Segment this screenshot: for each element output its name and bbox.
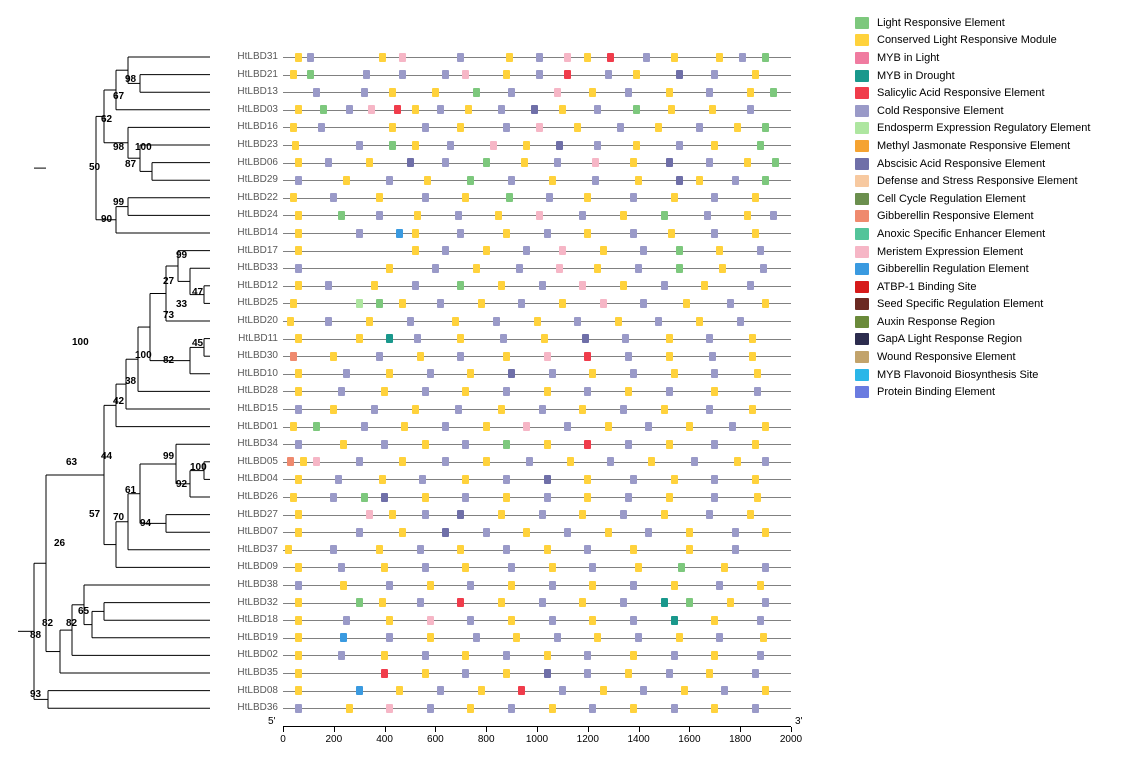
legend-swatch xyxy=(855,298,869,310)
gene-label: HtLBD18 xyxy=(237,614,278,626)
gene-label: HtLBD32 xyxy=(237,596,278,608)
gene-label: HtLBD34 xyxy=(237,438,278,450)
legend xyxy=(855,14,1090,401)
legend-swatch xyxy=(855,193,869,205)
legend-item[interactable] xyxy=(855,331,1090,349)
bootstrap-value: 82 xyxy=(42,618,54,629)
gene-label: HtLBD03 xyxy=(237,103,278,115)
gene-label: HtLBD13 xyxy=(237,86,278,98)
axis-tick xyxy=(435,727,436,732)
legend-label: Gibberellin Responsive Element xyxy=(877,210,1034,223)
axis-tick-label: 0 xyxy=(280,734,286,745)
gene-label: HtLBD27 xyxy=(237,508,278,520)
bootstrap-value: 87 xyxy=(125,159,137,170)
bootstrap-value: 88 xyxy=(30,630,42,641)
legend-swatch xyxy=(855,369,869,381)
legend-swatch xyxy=(855,316,869,328)
gene-label: HtLBD21 xyxy=(237,68,278,80)
gene-label: HtLBD20 xyxy=(237,315,278,326)
five-prime-label: 5' xyxy=(268,716,276,727)
axis-tick xyxy=(588,727,589,732)
gene-label: HtLBD22 xyxy=(237,191,278,203)
gene-label: HtLBD31 xyxy=(237,51,278,62)
gene-label: HtLBD09 xyxy=(237,561,278,573)
bootstrap-value: 98 xyxy=(113,142,125,153)
gene-label: HtLBD11 xyxy=(238,332,278,344)
axis-tick xyxy=(791,727,792,732)
legend-item[interactable] xyxy=(855,190,1090,208)
bootstrap-value: 62 xyxy=(101,114,113,125)
axis-tick-label: 1000 xyxy=(525,734,549,745)
legend-label: ATBP-1 Binding Site xyxy=(877,280,977,293)
legend-label: Auxin Response Region xyxy=(877,315,996,328)
axis-tick xyxy=(283,727,284,732)
gene-label: HtLBD28 xyxy=(237,385,278,397)
legend-swatch xyxy=(855,52,869,64)
bootstrap-value: 100 xyxy=(72,337,89,348)
legend-label: Abscisic Acid Responsive Element xyxy=(877,157,1046,170)
axis-tick xyxy=(486,727,487,732)
legend-swatch xyxy=(855,140,869,152)
legend-swatch xyxy=(855,87,869,99)
legend-item[interactable] xyxy=(855,102,1090,120)
gene-label: HtLBD07 xyxy=(237,526,278,538)
legend-label: MYB Flavonoid Biosynthesis Site xyxy=(877,368,1039,381)
gene-label: HtLBD38 xyxy=(237,579,278,590)
legend-label: Meristem Expression Element xyxy=(877,245,1024,258)
bootstrap-value: 26 xyxy=(54,538,66,549)
legend-item[interactable] xyxy=(855,208,1090,226)
axis-tick-label: 2000 xyxy=(779,734,803,745)
gene-label: HtLBD35 xyxy=(237,667,278,678)
gene-label: HtLBD16 xyxy=(237,121,278,133)
bootstrap-value: 82 xyxy=(66,618,78,629)
bootstrap-value: 99 xyxy=(113,197,125,208)
legend-swatch xyxy=(855,210,869,222)
axis-tick xyxy=(385,727,386,732)
legend-label: Cell Cycle Regulation Element xyxy=(877,192,1026,205)
legend-swatch xyxy=(855,351,869,363)
legend-swatch xyxy=(855,263,869,275)
gene-label: HtLBD37 xyxy=(237,543,278,555)
axis-tick xyxy=(689,727,690,732)
bootstrap-value: 100 xyxy=(135,350,152,361)
bootstrap-value: 33 xyxy=(176,299,188,310)
axis-tick-label: 200 xyxy=(325,734,343,745)
legend-swatch xyxy=(855,175,869,187)
gene-label: HtLBD23 xyxy=(237,139,278,150)
bootstrap-value: 47 xyxy=(192,287,204,298)
legend-item[interactable] xyxy=(855,225,1090,243)
axis-tick-label: 1200 xyxy=(576,734,599,745)
gene-label: HtLBD02 xyxy=(237,649,278,661)
legend-label: Cold Responsive Element xyxy=(877,104,1004,117)
gene-label: HtLBD01 xyxy=(237,420,278,432)
legend-item[interactable] xyxy=(855,32,1090,50)
gene-label: HtLBD36 xyxy=(237,702,278,714)
axis-tick-label: 1600 xyxy=(678,734,701,745)
gene-label: HtLBD29 xyxy=(237,174,278,186)
bootstrap-value: 94 xyxy=(140,518,152,529)
axis-tick xyxy=(639,727,640,732)
legend-swatch xyxy=(855,122,869,134)
legend-swatch xyxy=(855,17,869,29)
legend-item[interactable] xyxy=(855,67,1090,85)
legend-item[interactable] xyxy=(855,14,1090,32)
legend-swatch xyxy=(855,70,869,82)
legend-label: Anoxic Specific Enhancer Element xyxy=(877,227,1046,240)
legend-item[interactable] xyxy=(855,278,1090,296)
legend-item[interactable] xyxy=(855,348,1090,366)
bootstrap-value: 38 xyxy=(125,376,137,387)
bootstrap-value: 45 xyxy=(192,338,204,349)
bootstrap-value: 57 xyxy=(89,509,101,520)
bootstrap-value: 61 xyxy=(125,485,137,496)
bootstrap-value: 92 xyxy=(176,479,188,490)
legend-swatch xyxy=(855,34,869,46)
legend-item[interactable] xyxy=(855,49,1090,67)
legend-item[interactable] xyxy=(855,137,1090,155)
bootstrap-value: 93 xyxy=(30,689,42,700)
legend-swatch xyxy=(855,105,869,117)
bootstrap-value: 98 xyxy=(125,74,137,85)
legend-swatch xyxy=(855,228,869,240)
gene-label: HtLBD19 xyxy=(237,631,278,643)
legend-label: MYB in Drought xyxy=(877,69,955,82)
three-prime-label: 3' xyxy=(795,716,803,727)
legend-swatch xyxy=(855,158,869,170)
bootstrap-value: 100 xyxy=(190,462,207,473)
axis-tick xyxy=(740,727,741,732)
legend-swatch xyxy=(855,386,869,398)
legend-label: Endosperm Expression Regulatory Element xyxy=(877,122,1091,135)
legend-label: GapA Light Response Region xyxy=(877,333,1022,346)
bootstrap-value: 99 xyxy=(176,250,188,261)
legend-item[interactable] xyxy=(855,260,1090,278)
axis-tick-label: 1400 xyxy=(627,734,650,745)
gene-label: HtLBD26 xyxy=(237,491,278,502)
legend-swatch xyxy=(855,333,869,345)
legend-label: Methyl Jasmonate Responsive Element xyxy=(877,139,1071,152)
gene-label: HtLBD06 xyxy=(237,156,278,168)
legend-label: Gibberellin Regulation Element xyxy=(877,263,1029,276)
bootstrap-value: 63 xyxy=(66,457,78,468)
bootstrap-value: 82 xyxy=(163,355,175,366)
axis-tick-label: 400 xyxy=(376,734,393,745)
axis-tick xyxy=(334,727,335,732)
bootstrap-value: 100 xyxy=(135,142,152,153)
legend-label: Wound Responsive Element xyxy=(877,351,1016,364)
gene-label: HtLBD12 xyxy=(237,279,278,291)
bootstrap-value: 70 xyxy=(113,512,125,523)
bootstrap-value: 44 xyxy=(101,451,113,462)
gene-label: HtLBD15 xyxy=(237,403,278,414)
legend-item[interactable] xyxy=(855,383,1090,401)
bootstrap-value: 42 xyxy=(113,396,125,407)
legend-swatch xyxy=(855,281,869,293)
legend-label: Seed Specific Regulation Element xyxy=(877,298,1044,311)
bootstrap-value: 65 xyxy=(78,606,90,617)
gene-label: HtLBD25 xyxy=(237,297,278,309)
legend-item[interactable] xyxy=(855,120,1090,138)
legend-item[interactable] xyxy=(855,155,1090,173)
legend-label: Light Responsive Element xyxy=(877,16,1005,29)
legend-item[interactable] xyxy=(855,313,1090,331)
bootstrap-value: 50 xyxy=(89,162,101,173)
legend-label: Defense and Stress Responsive Element xyxy=(877,175,1078,188)
gene-label: HtLBD10 xyxy=(237,367,278,379)
legend-label: Protein Binding Element xyxy=(877,386,996,399)
bootstrap-value: 99 xyxy=(163,451,175,462)
legend-swatch xyxy=(855,246,869,258)
bootstrap-value: 67 xyxy=(113,91,125,102)
axis-tick-label: 1800 xyxy=(729,734,752,745)
axis-tick xyxy=(537,727,538,732)
legend-label: Salicylic Acid Responsive Element xyxy=(877,87,1045,100)
gene-label: HtLBD24 xyxy=(237,209,278,221)
gene-label: HtLBD05 xyxy=(237,455,278,467)
axis-tick-label: 800 xyxy=(477,734,495,745)
bootstrap-value: 90 xyxy=(101,214,113,225)
bootstrap-value: 73 xyxy=(163,310,175,321)
legend-item[interactable] xyxy=(855,296,1090,314)
legend-item[interactable] xyxy=(855,366,1090,384)
gene-label: HtLBD30 xyxy=(237,350,278,362)
gene-label: HtLBD14 xyxy=(237,227,278,238)
gene-label: HtLBD04 xyxy=(237,473,278,485)
bootstrap-value: 27 xyxy=(163,276,175,287)
legend-item[interactable] xyxy=(855,172,1090,190)
legend-item[interactable] xyxy=(855,84,1090,102)
gene-label: HtLBD33 xyxy=(237,262,278,274)
legend-label: MYB in Light xyxy=(877,51,940,64)
gene-label: HtLBD17 xyxy=(237,244,278,256)
legend-label: Conserved Light Responsive Module xyxy=(877,34,1057,47)
gene-label: HtLBD08 xyxy=(237,684,278,696)
legend-item[interactable] xyxy=(855,243,1090,261)
axis-tick-label: 600 xyxy=(427,734,444,745)
